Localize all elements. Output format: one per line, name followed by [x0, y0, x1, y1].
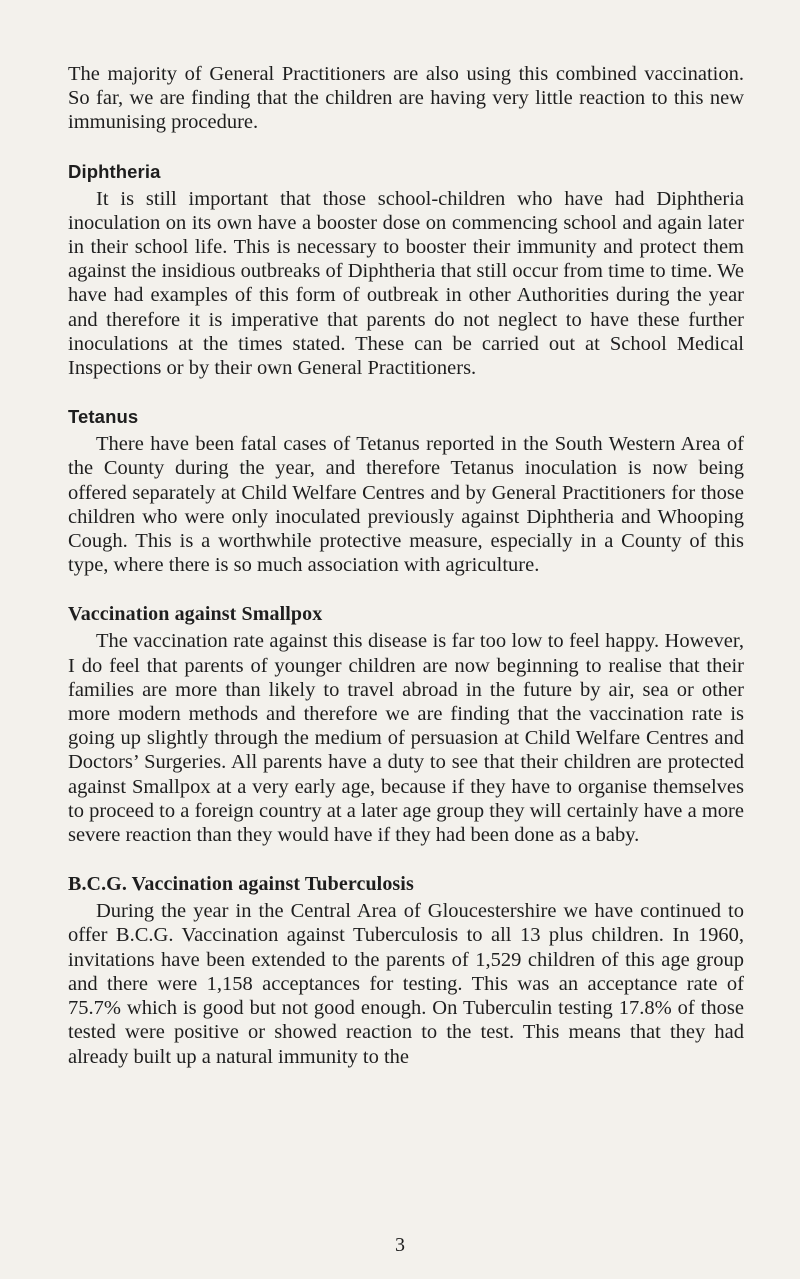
section-heading: Vaccination against Smallpox: [68, 603, 323, 626]
document-page: [68, 62, 744, 1069]
section-tetanus: [68, 406, 744, 577]
section-paragraph: It is still important that those school-children who have had Diphtheria inoculation on its own have a booster dose on commencing school and again later in their school life. This is necessary to booster their immunity and protect them against the insidious outbreaks of Diphtheria that still occur from time to time. We have had examples of this form of outbreak in other Authorities during the year and therefore it is imperative that parents do not neglect to have these further inoculations at the times stated. These can be carried out at School Medical Inspections or by their own General Practitioners.: [68, 187, 744, 380]
section-heading: Tetanus: [68, 406, 139, 428]
page-number: 3: [395, 1234, 405, 1256]
section-paragraph: The vaccination rate against this disease is far too low to feel happy. However, I do feel that parents of younger children are now beginning to realise that their families are more than likely to travel abroad in the future by air, sea or other more modern methods and therefore we are finding that the vaccination rate is going up slightly through the medium of persuasion at Child Welfare Centres and Doctors’ Surgeries. All parents have a duty to see that their children are protected against Smallpox at a very early age, because if they have to organise themselves to proceed to a foreign country at a later age group they will certainly have a more severe reaction than they would have if they had been done as a baby.: [68, 630, 744, 847]
section-heading: B.C.G. Vaccination against Tuberculosis: [68, 873, 414, 896]
intro-paragraph: The majority of General Practitioners are also using this combined vaccination. So far, we are finding that the children are having very little reaction to this new immunising procedure.: [68, 63, 744, 134]
section-bcg: [68, 873, 744, 1068]
section-heading: Diphtheria: [68, 160, 161, 182]
section-paragraph: During the year in the Central Area of Gloucestershire we have continued to offer B.C.G. Vaccination against Tuberculosis to all 13 plus children. In 1960, invitations have been extended to the parents of 1,529 children of this age group and there were 1,158 acceptances for testing. This was an acceptance rate of 75.7% which is good but not good enough. On Tuberculin testing 17.8% of those tested were positive or showed reaction to the test. This means that they had already built up a natural immunity to the: [68, 900, 744, 1068]
section-paragraph: There have been fatal cases of Tetanus reported in the South Western Area of the County during the year, and therefore Tetanus inoculation is now being offered separately at Child Welfare Centres and by General Practitioners for those children who were only inoculated previously against Diphtheria and Whooping Cough. This is a worthwhile protective measure, especially in a County of this type, where there is so much association with agriculture.: [68, 433, 744, 577]
section-smallpox: [68, 603, 744, 847]
section-diphtheria: [68, 161, 744, 381]
